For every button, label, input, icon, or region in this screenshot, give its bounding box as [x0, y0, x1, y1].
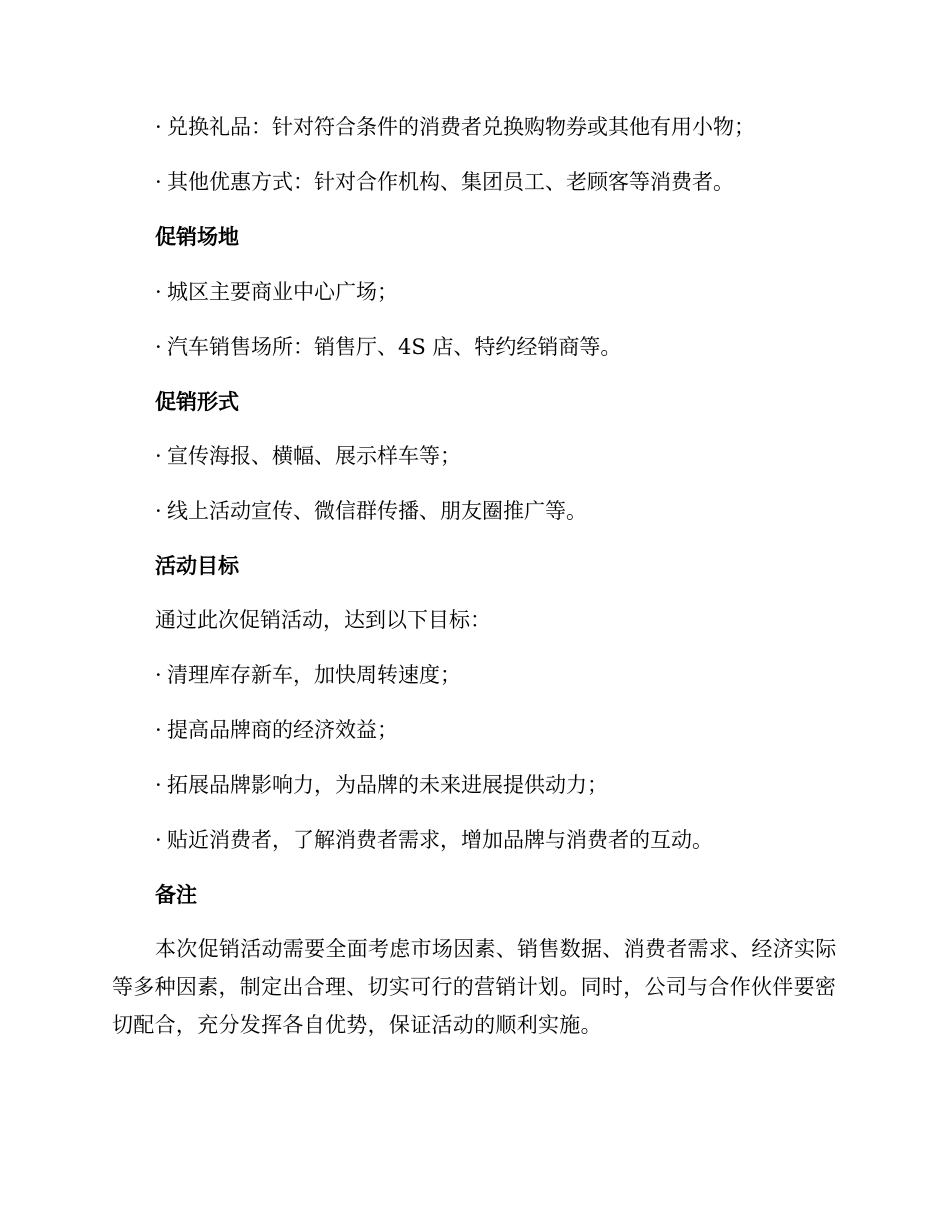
bullet-item-goal-3: · 拓展品牌影响力，为品牌的未来进展提供动力； [155, 770, 608, 800]
heading-remarks: 备注 [155, 883, 197, 907]
bullet-item-goal-1: · 清理库存新车，加快周转速度； [155, 660, 461, 690]
goals-intro: 通过此次促销活动，达到以下目标： [155, 608, 491, 632]
bullet-marker: · [155, 335, 162, 359]
heading-promotion-form: 促销形式 [155, 390, 239, 414]
bullet-marker: · [155, 280, 162, 304]
bullet-marker: · [155, 663, 162, 687]
bullet-marker: · [155, 170, 162, 194]
bullet-item-goal-4: · 贴近消费者，了解消费者需求，增加品牌与消费者的互动。 [155, 825, 713, 855]
bullet-marker: · [155, 718, 162, 742]
bullet-item-form-1: · 宣传海报、横幅、展示样车等； [155, 441, 461, 471]
remarks-paragraph: 本次促销活动需要全面考虑市场因素、销售数据、消费者需求、经济实际等多种因素，制定出合理、切实可行的营销计划。同时，公司与合作伙伴要密切配合，充分发挥各自优势，保证活动的顺利实施。 [112, 937, 837, 1037]
bullet-marker: · [155, 115, 162, 139]
bullet-item-other-discounts: · 其他优惠方式：针对合作机构、集团员工、老顾客等消费者。 [155, 167, 734, 197]
bullet-marker: · [155, 444, 162, 468]
bullet-item-form-2: · 线上活动宣传、微信群传播、朋友圈推广等。 [155, 496, 587, 526]
heading-promotion-venue: 促销场地 [155, 225, 239, 249]
bullet-item-goal-2: · 提高品牌商的经济效益； [155, 715, 398, 745]
bullet-item-venue-1: · 城区主要商业中心广场； [155, 277, 398, 307]
bullet-marker: · [155, 773, 162, 797]
bullet-item-exchange-gift: · 兑换礼品：针对符合条件的消费者兑换购物券或其他有用小物； [155, 112, 755, 142]
bullet-item-venue-2: · 汽车销售场所：销售厅、4S 店、特约经销商等。 [155, 332, 621, 362]
bullet-marker: · [155, 828, 162, 852]
heading-activity-goals: 活动目标 [155, 554, 239, 578]
bullet-marker: · [155, 499, 162, 523]
